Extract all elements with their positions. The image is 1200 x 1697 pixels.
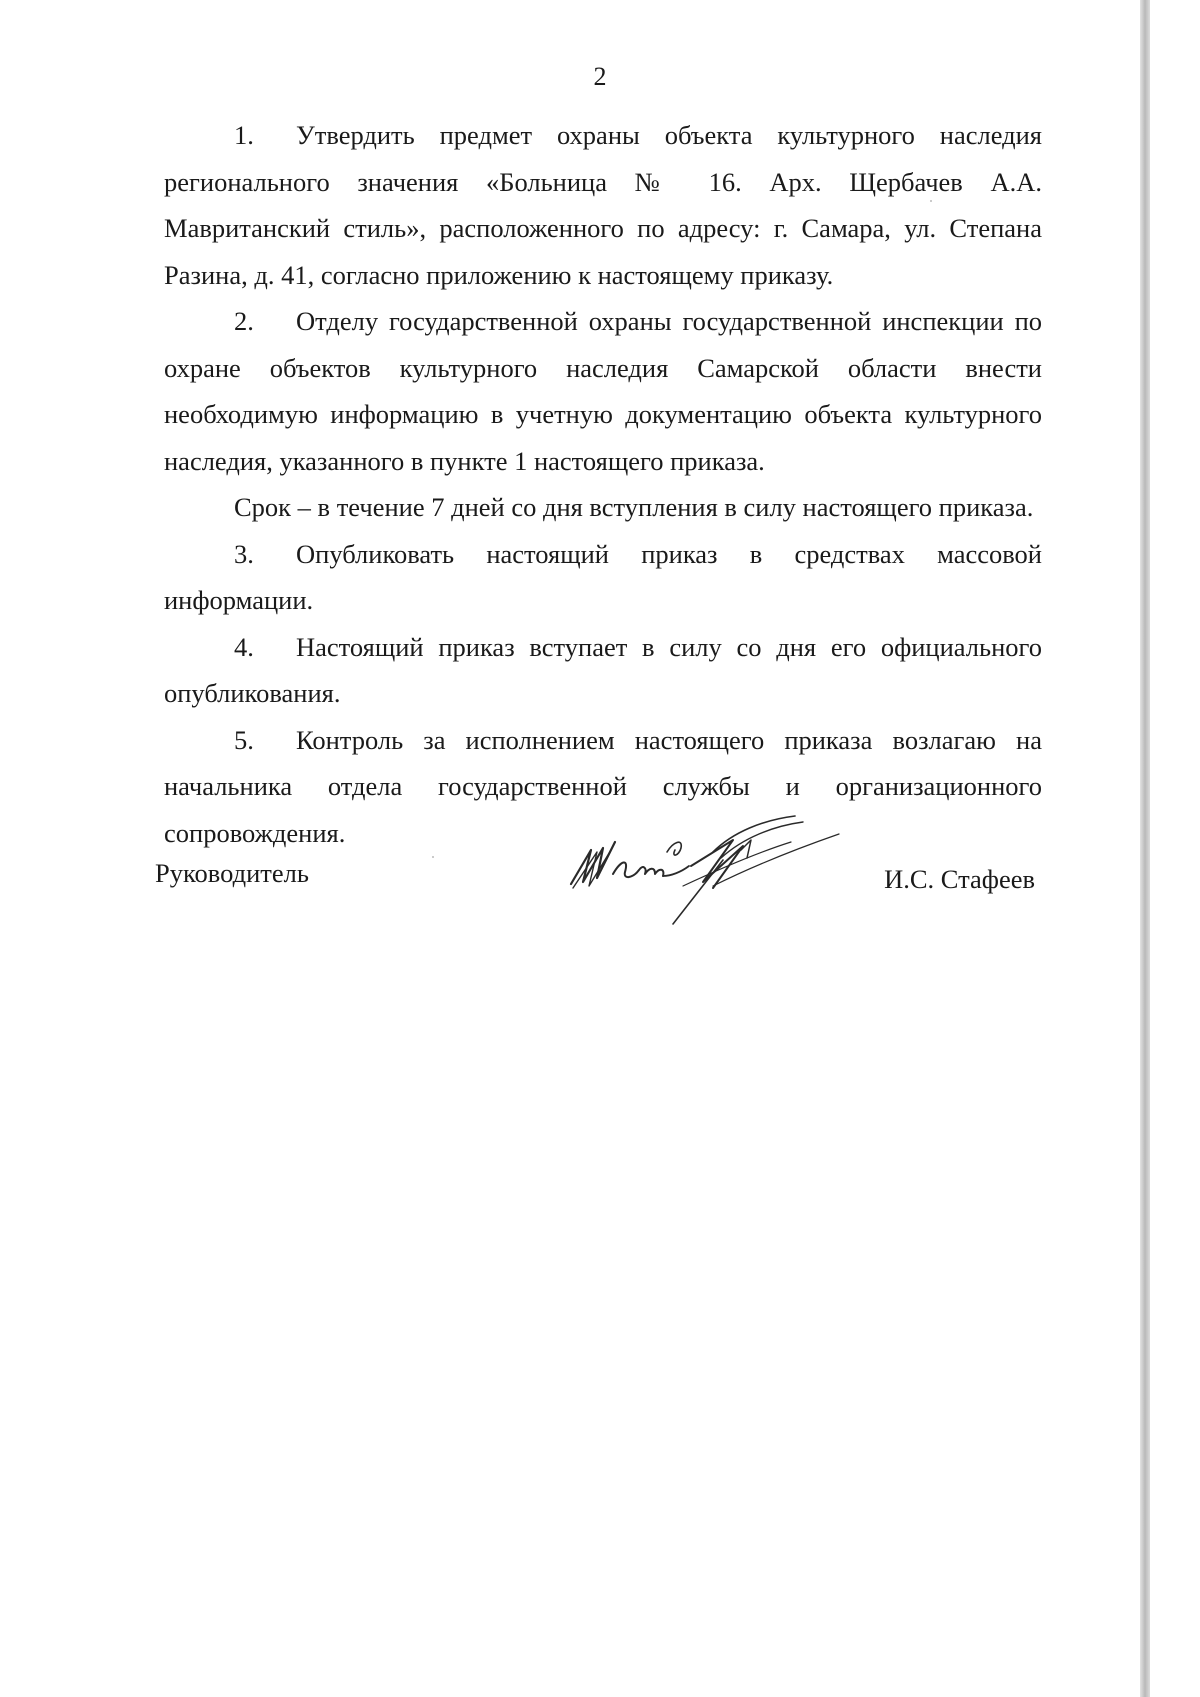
item-2-number: 2. — [234, 306, 254, 336]
scan-speck — [432, 856, 434, 858]
item-3-number: 3. — [234, 538, 254, 569]
scan-speck — [930, 200, 932, 202]
item-1-text: Утвердить предмет охраны объекта культурного наследия регионального значения «Больница № 16. Арх. Щербачев А.А. Мавританский стиль», расположенного по адресу: г. Самара, ул. Степана Разина, д. 41, согласно приложению к настоящему приказу. — [164, 120, 1042, 290]
item-3 — [164, 531, 1042, 624]
signatory-name: И.С. Стафеев — [884, 864, 1035, 894]
signatory-title: Руководитель — [155, 858, 309, 888]
document-body — [164, 112, 1042, 856]
item-1-number: 1. — [234, 120, 254, 150]
page-number: 2 — [593, 62, 607, 91]
item-3-text: Опубликовать настоящий приказ в средствах массовой информации. — [164, 538, 1042, 615]
item-1 — [164, 112, 1042, 298]
item-4 — [164, 624, 1042, 717]
signature-block — [155, 840, 1035, 940]
item-4-number: 4. — [234, 631, 254, 662]
item-4-text: Настоящий приказ вступает в силу со дня его официального опубликования. — [164, 631, 1042, 708]
item-2 — [164, 298, 1042, 484]
deadline-note — [164, 484, 1042, 531]
scan-edge-shadow — [1140, 0, 1150, 1697]
item-5-number: 5. — [234, 724, 254, 755]
handwritten-signature-icon — [563, 812, 853, 932]
deadline-text: Срок – в течение 7 дней со дня вступления в силу настоящего приказа. — [234, 492, 1034, 522]
item-5-text: Контроль за исполнением настоящего приказа возлагаю на начальника отдела государственной службы и организационного сопровождения. — [164, 724, 1042, 848]
item-2-text: Отделу государственной охраны государственной инспекции по охране объектов культурного наследия Самарской области внести необходимую информацию в учетную документацию объекта культурного наследия, указанного в пункте 1 настоящего приказа. — [164, 306, 1042, 476]
